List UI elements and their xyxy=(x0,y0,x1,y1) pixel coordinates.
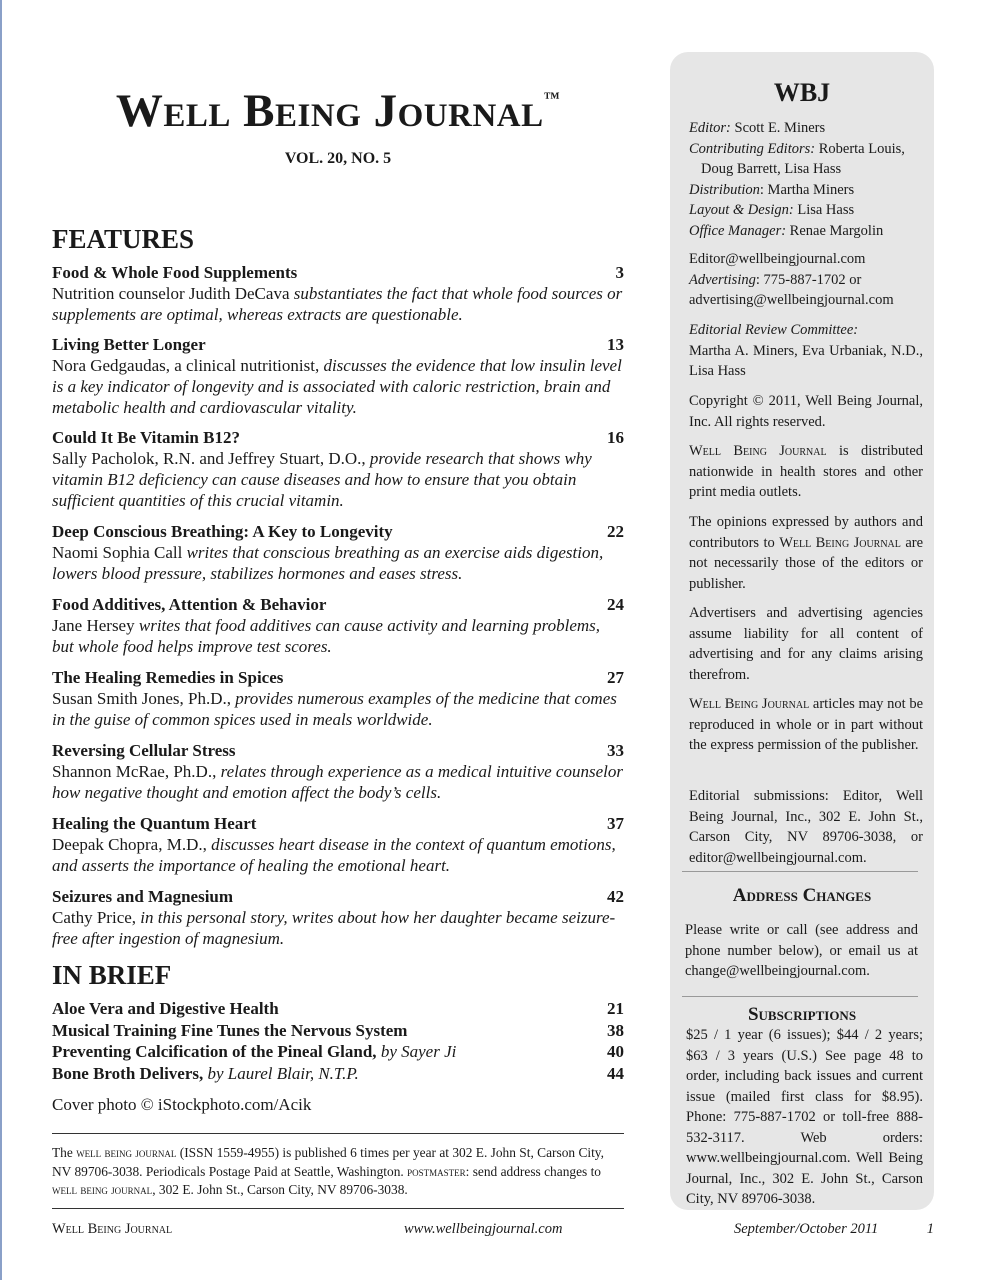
footer-journal-name: Well Being Journal xyxy=(52,1221,173,1237)
editor-email[interactable]: Editor@wellbeingjournal.com xyxy=(689,251,866,267)
page-number: 1 xyxy=(926,1221,934,1237)
publication-statement: The well being journal (ISSN 1559-4955) is published 6 times per year at 302 E. John St, Carson City, NV 89706-3038. Periodicals Postage Paid at Seattle, Washington. postmaster: send address changes to well being journal, 302 E. John St., Carson City, NV 89706-3038. xyxy=(52,1133,624,1209)
editorial-submissions: Editorial submissions: Editor, Well Being Journal, Inc., 302 E. John St., Carson City, NV 89706-3038, or editor@wellbeingjournal.com. xyxy=(689,788,923,866)
features-heading: FEATURES xyxy=(52,224,195,254)
feature-item xyxy=(52,886,624,949)
feature-page: 24 xyxy=(607,595,624,614)
journal-title xyxy=(52,84,624,138)
feature-title: Food & Whole Food Supplements xyxy=(52,263,298,282)
address-changes-heading: Address Changes xyxy=(732,885,872,906)
in-brief-list xyxy=(52,998,624,1084)
feature-title: The Healing Remedies in Spices xyxy=(52,668,284,687)
feature-item xyxy=(52,667,624,730)
feature-title: Food Additives, Attention & Behavior xyxy=(52,595,327,614)
address-changes-text: Please write or call (see address and phone number below), or email us at change@wellbeingjournal.com. xyxy=(685,922,918,979)
feature-page: 13 xyxy=(607,335,624,354)
footer-issue-date: September/October 2011 xyxy=(734,1221,879,1237)
feature-item xyxy=(52,334,624,418)
sidebar-divider xyxy=(682,996,918,997)
footer-url[interactable]: www.wellbeingjournal.com xyxy=(404,1221,563,1237)
subscriptions-heading: Subscriptions xyxy=(747,1004,857,1025)
feature-description: Sally Pacholok, R.N. and Jeffrey Stuart, D.O., provide research that shows why vitamin B12 deficiency can cause diseases and how to ensure that you obtain sufficient quantities of this crucial vitamin. xyxy=(52,449,592,510)
feature-page: 3 xyxy=(615,263,624,282)
contact-info: Editor@wellbeingjournal.com Advertising: 775-887-1702 or advertising@wellbeingjournal.com xyxy=(689,249,923,311)
feature-title: Seizures and Magnesium xyxy=(52,887,234,906)
feature-title: Deep Conscious Breathing: A Key to Longevity xyxy=(52,522,393,541)
brief-item: Aloe Vera and Digestive Health 21 xyxy=(52,999,624,1018)
copyright-notice: Copyright © 2011, Well Being Journal, Inc. All rights reserved. xyxy=(689,393,923,430)
feature-item xyxy=(52,521,624,584)
feature-description: Nora Gedgaudas, a clinical nutritionist, discusses the evidence that low insulin level is a key indicator of longevity and is associated with caloric restriction, brain and metabolic health and cardiovascular vitality. xyxy=(52,356,622,417)
feature-item xyxy=(52,427,624,511)
feature-page: 27 xyxy=(607,668,624,687)
feature-page: 16 xyxy=(607,428,624,447)
feature-description: Shannon McRae, Ph.D., relates through experience as a medical intuitive counselor how negative thought and emotion affect the body’s cells. xyxy=(52,762,623,802)
in-brief-heading: IN BRIEF xyxy=(52,960,172,990)
feature-page: 22 xyxy=(607,522,624,541)
feature-page: 37 xyxy=(607,814,624,833)
feature-description: Susan Smith Jones, Ph.D., provides numerous examples of the medicine that comes in the guise of common spices used in meals worldwide. xyxy=(52,689,617,729)
feature-item xyxy=(52,813,624,876)
feature-description: Naomi Sophia Call writes that conscious breathing as an exercise aids digestion, lowers blood pressure, stabilizes hormones and eases stress. xyxy=(52,543,604,583)
brief-item: Musical Training Fine Tunes the Nervous System 38 xyxy=(52,1020,624,1040)
feature-item xyxy=(52,594,624,657)
sidebar-heading: WBJ xyxy=(773,78,831,107)
feature-description: Nutrition counselor Judith DeCava substantiates the fact that whole food sources or supplements are optimal, whereas extracts are questionable. xyxy=(52,284,623,324)
feature-description: Deepak Chopra, M.D., discusses heart disease in the context of quantum emotions, and asserts the importance of healing the emotional heart. xyxy=(52,835,616,875)
brief-item: Bone Broth Delivers, by Laurel Blair, N.T.P. 44 xyxy=(52,1063,624,1083)
feature-description: Cathy Price, in this personal story, writes about how her daughter became seizure-free after ingestion of magnesium. xyxy=(52,908,616,948)
staff-list: Editor: Scott E. Miners Contributing Editors: Roberta Louis, Doug Barrett, Lisa Hass Distribution: Martha Miners Layout & Design: Lisa Hass Office Manager: Renae Margolin xyxy=(689,120,905,239)
feature-title: Could It Be Vitamin B12? xyxy=(52,428,240,447)
feature-title: Healing the Quantum Heart xyxy=(52,814,257,833)
subscriptions-text: $25 / 1 year (6 issues); $44 / 2 years; $63 / 3 years (U.S.) See page 48 to order, including back issues and current issue (mailed first class for $8.95). Phone: 775-887-1702 or toll-free 888-532-3117. Web orders: www.wellbeingjournal.com. Well Being Journal, Inc., 302 E. John St., Carson City, NV 89706-3038. xyxy=(686,1027,923,1207)
feature-page: 42 xyxy=(607,887,624,906)
feature-item xyxy=(52,740,624,803)
trademark-symbol: ™ xyxy=(543,90,561,107)
distribution-note: Well Being Journal is distributed nationwide in health stores and other print media outlets. xyxy=(689,443,924,500)
cover-photo-credit: Cover photo © iStockphoto.com/Acik xyxy=(52,1095,312,1114)
volume-number: VOL. 20, NO. 5 xyxy=(284,150,392,167)
review-committee: Editorial Review Committee: Martha A. Miners, Eva Urbaniak, N.D., Lisa Hass xyxy=(689,322,923,379)
journal-title-text: Well Being Journal xyxy=(115,85,544,137)
feature-description: Jane Hersey writes that food additives can cause activity and learning problems, but whole food helps improve test scores. xyxy=(52,616,601,656)
feature-title: Reversing Cellular Stress xyxy=(52,741,236,760)
opinions-disclaimer: The opinions expressed by authors and contributors to Well Being Journal are not necessarily those of the editors or publisher. xyxy=(689,514,924,592)
brief-item: Preventing Calcification of the Pineal Gland, by Sayer Ji 40 xyxy=(52,1042,624,1061)
feature-page: 33 xyxy=(607,741,624,760)
sidebar-divider xyxy=(682,871,918,872)
advertisers-disclaimer: Advertisers and advertising agencies assume liability for all content of advertising and for any claims arising therefrom. xyxy=(689,605,923,683)
feature-item xyxy=(52,262,624,325)
feature-title: Living Better Longer xyxy=(52,335,206,354)
left-margin-rule xyxy=(0,0,2,1280)
reproduction-notice: Well Being Journal articles may not be reproduced in whole or in part without the express permission of the publisher. xyxy=(689,696,924,753)
page-footer xyxy=(52,1221,934,1241)
